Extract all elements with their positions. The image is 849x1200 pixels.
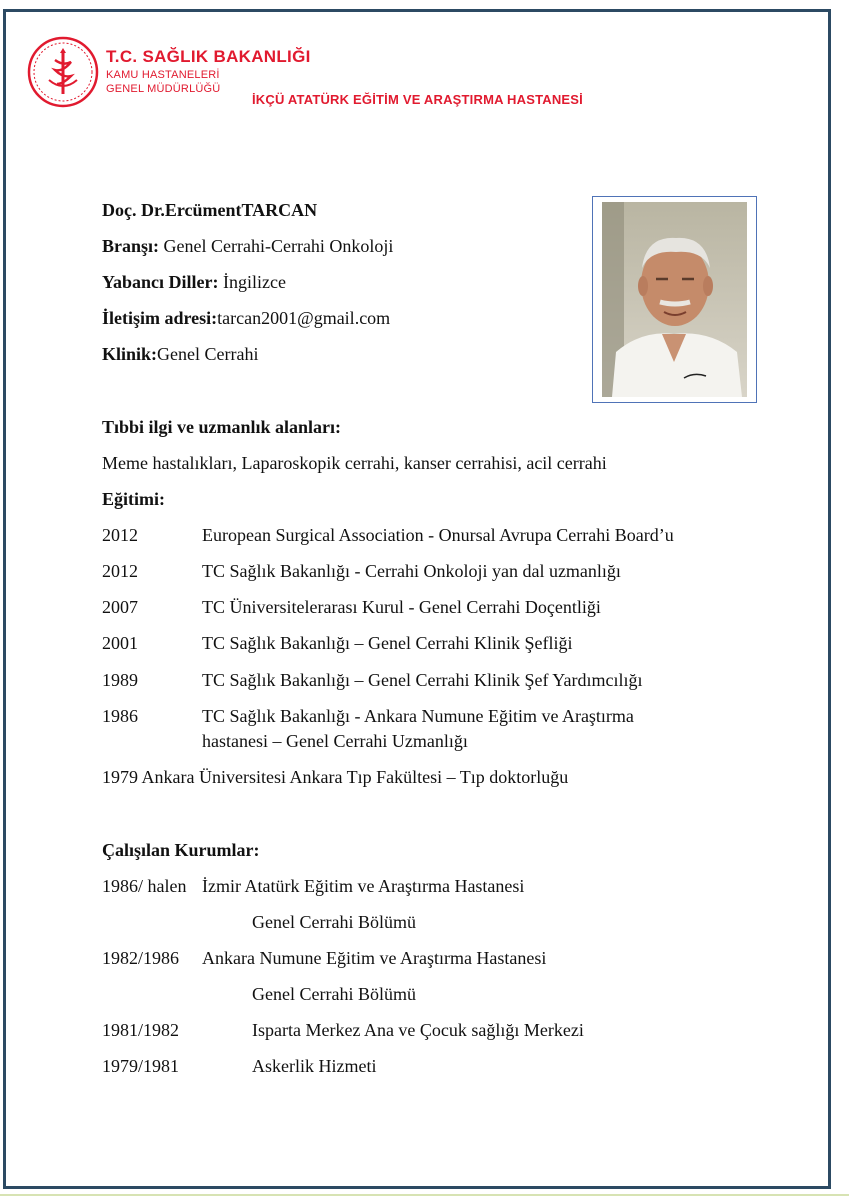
hospital-name: İKÇÜ ATATÜRK EĞİTİM VE ARAŞTIRMA HASTANESİ xyxy=(252,92,583,107)
clinic-row xyxy=(102,344,258,365)
interests-heading: Tıbbi ilgi ve uzmanlık alanları: xyxy=(102,417,342,437)
brans-label: Branşı: xyxy=(102,236,160,256)
institutions-heading: Çalışılan Kurumlar: xyxy=(102,840,260,860)
brans-row xyxy=(102,236,393,257)
interests-text: Meme hastalıkları, Laparoskopik cerrahi, kanser cerrahisi, acil cerrahi xyxy=(102,453,607,473)
education-desc: European Surgical Association - Onursal Avrupa Cerrahi Board’u xyxy=(202,525,674,545)
institution-place: Askerlik Hizmeti xyxy=(252,1056,377,1076)
institution-dept: Genel Cerrahi Bölümü xyxy=(252,912,416,932)
portrait-image xyxy=(602,202,747,397)
education-year: 2012 xyxy=(102,525,138,545)
language-row xyxy=(102,272,286,293)
education-year: 2001 xyxy=(102,633,138,653)
institution-place: İzmir Atatürk Eğitim ve Araştırma Hastanesi xyxy=(202,876,525,896)
clinic-value: Genel Cerrahi xyxy=(157,344,259,364)
contact-label: İletişim adresi: xyxy=(102,308,218,328)
institution-period: 1986/ halen xyxy=(102,876,187,896)
contact-email: tarcan2001@gmail.com xyxy=(217,308,391,328)
education-desc: TC Sağlık Bakanlığı – Genel Cerrahi Klinik Şef Yardımcılığı xyxy=(202,670,643,690)
institution-period: 1981/1982 xyxy=(102,1020,180,1040)
institution-period: 1982/1986 xyxy=(102,948,180,968)
contact-row xyxy=(102,308,390,329)
education-last: 1979 Ankara Üniversitesi Ankara Tıp Fakültesi – Tıp doktorluğu xyxy=(102,767,569,787)
education-desc: TC Sağlık Bakanlığı - Ankara Numune Eğitim ve Araştırma xyxy=(202,706,634,726)
language-label: Yabancı Diller: xyxy=(102,272,219,292)
institution-place: Isparta Merkez Ana ve Çocuk sağlığı Merkezi xyxy=(252,1020,584,1040)
institution-dept: Genel Cerrahi Bölümü xyxy=(252,984,416,1004)
language-value: İngilizce xyxy=(218,272,286,292)
ministry-subtitle-2: GENEL MÜDÜRLÜĞÜ xyxy=(106,83,221,95)
doctor-name: Doç. Dr.ErcümentTARCAN xyxy=(102,200,318,220)
institution-period: 1979/1981 xyxy=(102,1056,180,1076)
education-year: 1986 xyxy=(102,706,138,726)
institution-place: Ankara Numune Eğitim ve Araştırma Hastanesi xyxy=(202,948,547,968)
education-desc-continued: hastanesi – Genel Cerrahi Uzmanlığı xyxy=(202,731,468,751)
education-year: 1989 xyxy=(102,670,138,690)
ministry-logo-icon xyxy=(27,36,99,108)
education-desc: TC Sağlık Bakanlığı - Cerrahi Onkoloji yan dal uzmanlığı xyxy=(202,561,621,581)
ministry-subtitle-1: KAMU HASTANELERİ xyxy=(106,69,220,81)
education-desc: TC Üniversitelerarası Kurul - Genel Cerrahi Doçentliği xyxy=(202,597,601,617)
brans-value: Genel Cerrahi-Cerrahi Onkoloji xyxy=(159,236,394,256)
profile-photo xyxy=(592,196,757,403)
education-year: 2007 xyxy=(102,597,138,617)
bottom-divider xyxy=(0,1194,849,1196)
ministry-title: T.C. SAĞLIK BAKANLIĞI xyxy=(106,47,311,66)
education-heading: Eğitimi: xyxy=(102,489,165,509)
education-desc: TC Sağlık Bakanlığı – Genel Cerrahi Klinik Şefliği xyxy=(202,633,573,653)
education-year: 2012 xyxy=(102,561,138,581)
clinic-label: Klinik: xyxy=(102,344,158,364)
